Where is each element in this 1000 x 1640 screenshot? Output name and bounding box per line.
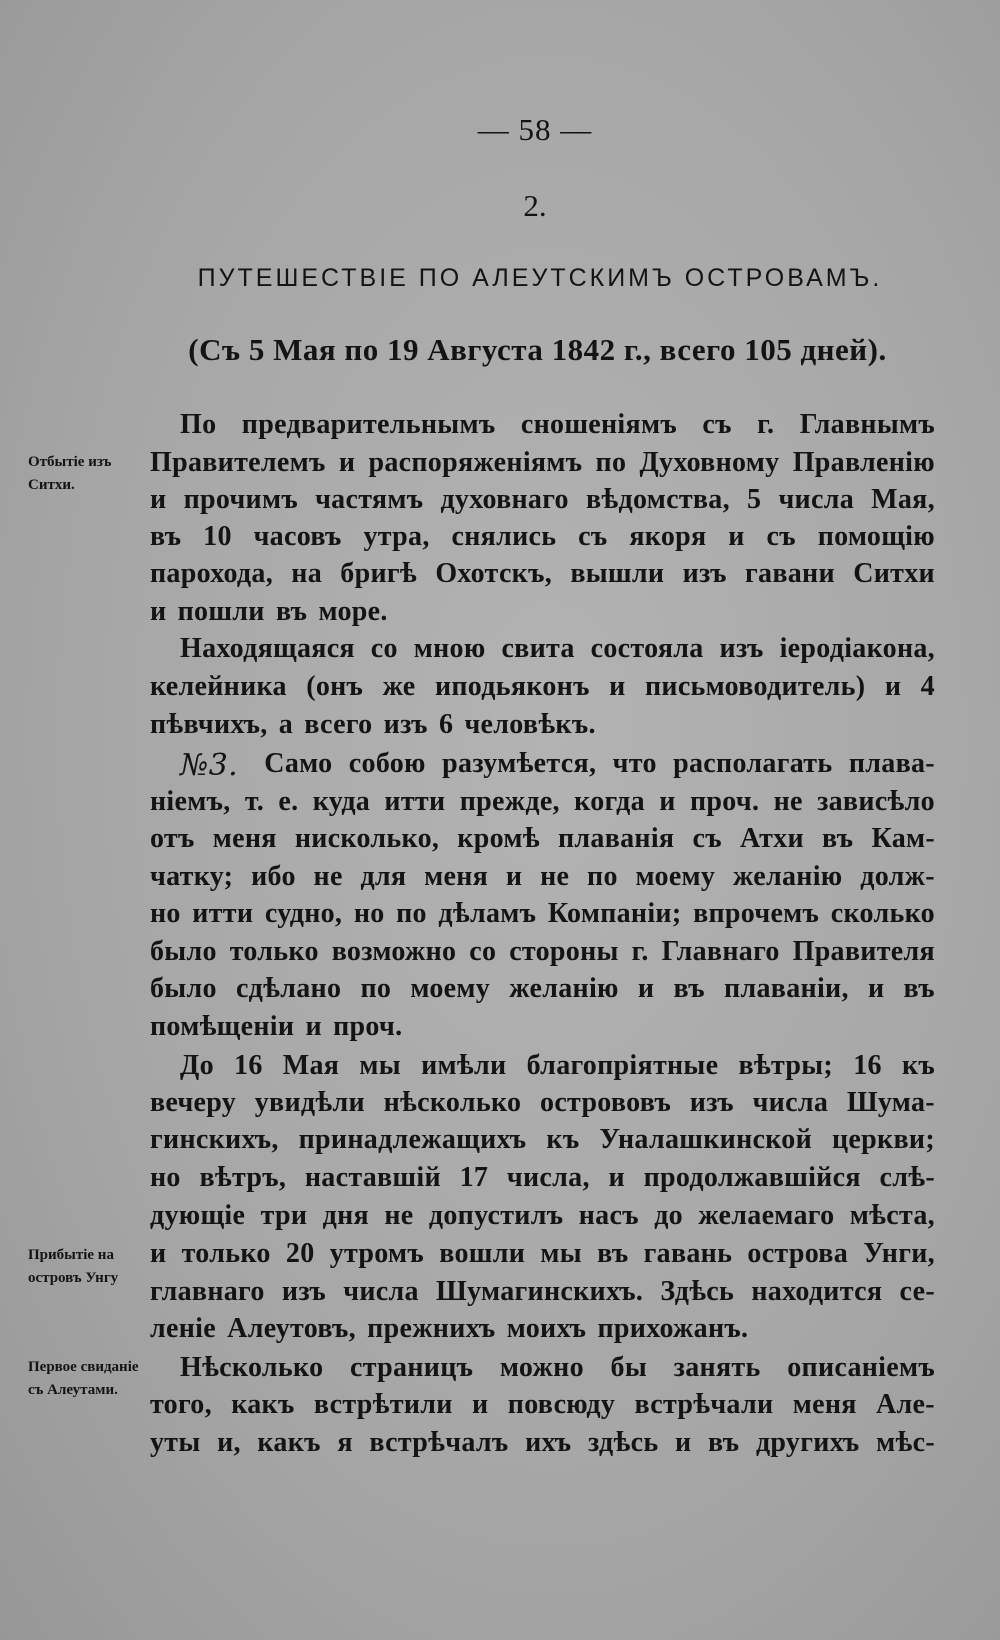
word: Охотскъ, [435, 558, 553, 589]
word: и [884, 671, 902, 702]
word: леніе [150, 1313, 216, 1344]
word: и [472, 1389, 489, 1420]
word: только [181, 1238, 271, 1269]
word: и [675, 1427, 692, 1458]
word: 4 [920, 671, 935, 702]
word: г. [631, 936, 649, 967]
word: не [540, 861, 570, 892]
word: долж- [860, 861, 935, 892]
word: плаваніи, [724, 973, 849, 1004]
text-line [150, 1162, 935, 1194]
word: человѣкъ. [464, 709, 596, 740]
word: Кам- [871, 823, 935, 854]
page-number: — 58 — [477, 112, 593, 147]
word: нисколько, [294, 823, 440, 854]
text-line [150, 861, 935, 893]
word: и [150, 596, 167, 627]
word: 6 [438, 709, 454, 740]
margin-note-first-meeting: Первое свиданіе съ Алеутами. [28, 1359, 139, 1398]
word: когда [574, 786, 645, 817]
word: Главнаго [661, 936, 780, 967]
word: церкви; [832, 1124, 935, 1155]
word: г. [757, 409, 775, 440]
word: снялись [451, 521, 557, 552]
word: прежнихъ [367, 1313, 496, 1344]
word: желаемаго [698, 1200, 835, 1231]
word: для [360, 861, 407, 892]
word: сдѣлано [235, 973, 342, 1004]
text-line [180, 1352, 935, 1384]
word: Главнымъ [799, 409, 935, 440]
text-line [150, 484, 935, 516]
word: Компаніи; [547, 898, 682, 929]
word: сколько [830, 898, 935, 929]
word: желанію [733, 861, 843, 892]
word: моему [635, 861, 716, 892]
word: Шумагинскихъ. [436, 1276, 644, 1307]
word: было [150, 973, 217, 1004]
word: куда [312, 786, 371, 817]
word: со [370, 633, 398, 664]
word: можно [499, 1352, 584, 1383]
word: моихъ [506, 1313, 587, 1344]
word: допустилъ [428, 1200, 564, 1231]
word: числа [778, 484, 855, 515]
word: и [659, 786, 676, 817]
word: въ [822, 823, 854, 854]
word: состояла [590, 633, 704, 664]
text-line [150, 936, 935, 968]
text-line [180, 409, 935, 441]
text-line [150, 709, 935, 741]
word: вечеру [150, 1087, 237, 1118]
word: было [150, 936, 217, 967]
word: проч. [333, 1011, 403, 1042]
word: Духовному [639, 447, 780, 478]
text-line [150, 1389, 935, 1421]
word: итти [384, 786, 446, 817]
text-line [150, 1011, 935, 1043]
word: До [180, 1050, 214, 1081]
text-line [150, 1427, 935, 1459]
section-number: 2. [523, 188, 547, 223]
word: зависѣло [817, 786, 935, 817]
word: частямъ [315, 484, 424, 515]
word: числа [343, 1276, 419, 1307]
word: страницъ [350, 1352, 474, 1383]
word: Мая [282, 1050, 340, 1081]
word: Правителемъ [150, 447, 326, 478]
word: и [305, 1011, 322, 1042]
word: и [608, 1162, 625, 1193]
word: по [587, 861, 618, 892]
word: Алеутовъ, [227, 1313, 356, 1344]
word: имѣли [421, 1050, 507, 1081]
word: какъ [257, 1427, 321, 1458]
word: письмоводитель) [644, 671, 866, 702]
word: и, [217, 1427, 241, 1458]
word: собою [348, 748, 426, 779]
word: въ [150, 521, 182, 552]
word: 17 [459, 1162, 489, 1193]
word: всего [304, 709, 373, 740]
word: пошли [177, 596, 265, 627]
word: Шума- [846, 1087, 935, 1118]
word: изъ [719, 633, 764, 664]
text-line [150, 1124, 935, 1156]
word: Ситхи [853, 558, 935, 589]
word: дующіе [150, 1200, 246, 1231]
word: возможно [331, 936, 457, 967]
word: повсюду [507, 1389, 616, 1420]
text-line [150, 973, 935, 1005]
word: встрѣчалъ [369, 1427, 509, 1458]
word: вѣтръ, [199, 1162, 287, 1193]
word: По [180, 409, 217, 440]
word: предварительнымъ [241, 409, 496, 440]
word: е. [278, 786, 299, 817]
word: море. [318, 596, 388, 627]
text-line [150, 1276, 935, 1308]
word: уты [150, 1427, 201, 1458]
word: въ [275, 596, 308, 627]
word: ніемъ, [150, 786, 231, 817]
word: вѣдомства, [585, 484, 730, 515]
word: Здѣсь [660, 1276, 735, 1307]
word: и [637, 973, 655, 1004]
word: описаніемъ [787, 1352, 935, 1383]
word: что [612, 748, 657, 779]
text-line [150, 1238, 935, 1270]
word: со [469, 936, 497, 967]
word: се- [899, 1276, 935, 1307]
word: гинскихъ, [150, 1124, 279, 1155]
text-line [180, 748, 935, 783]
word: дѣламъ [438, 898, 537, 929]
word: и [609, 671, 626, 702]
word: въ [673, 973, 705, 1004]
word: но [353, 898, 385, 929]
word: не [773, 786, 803, 817]
text-line [180, 633, 935, 665]
word: Атхи [739, 823, 804, 854]
word: судно, [264, 898, 343, 929]
word: Правителя [792, 936, 935, 967]
word: главнаго [150, 1276, 265, 1307]
word: мѣс- [876, 1427, 935, 1458]
word: прихожанъ. [597, 1313, 749, 1344]
word: но [150, 898, 181, 929]
word: иподьяконъ [434, 671, 590, 702]
word: ихъ [525, 1427, 572, 1458]
word: изъ [689, 1087, 734, 1118]
word: а [278, 709, 294, 740]
word: съ [766, 521, 796, 552]
margin-note-arrival: Прибытіе на островъ Унгу [28, 1247, 119, 1286]
text-line [150, 786, 935, 818]
word: келейника [150, 671, 287, 702]
word: здѣсь [587, 1427, 659, 1458]
word: продолжавшійся [643, 1162, 861, 1193]
word: не [313, 861, 343, 892]
word: съ [578, 521, 608, 552]
word: 5 [747, 484, 762, 515]
word: другихъ [755, 1427, 860, 1458]
word: плаванія [557, 823, 675, 854]
text-line [150, 596, 935, 628]
word: по [595, 447, 627, 478]
word: меня [424, 861, 489, 892]
word: вошли [439, 1238, 526, 1269]
word: сношеніямъ [520, 409, 677, 440]
word: и [728, 521, 745, 552]
word: Само [264, 748, 333, 779]
word: меня [792, 1389, 857, 1420]
chapter-title: ПУТЕШЕСТВІЕ ПО АЛЕУТСКИМЪ ОСТРОВАМЪ. [197, 264, 883, 292]
word: принадлежащихъ [298, 1124, 527, 1155]
word: по [360, 973, 392, 1004]
word: Нѣсколько [180, 1352, 324, 1383]
handwritten-mark: №3. [180, 748, 238, 783]
text-line [150, 447, 935, 479]
word: духовнаго [440, 484, 569, 515]
word: какъ [231, 1389, 295, 1420]
text-line [150, 823, 935, 855]
word: утра, [363, 521, 430, 552]
word: гавани [745, 558, 835, 589]
word: три [260, 1200, 308, 1231]
word: парохода, [150, 558, 273, 589]
word: якоря [629, 521, 707, 552]
word: встрѣтили [313, 1389, 453, 1420]
word: нѣсколько [383, 1087, 522, 1118]
word: (онъ [306, 671, 364, 702]
word: не [384, 1200, 414, 1231]
word: пѣвчихъ, [150, 709, 268, 740]
word: Мая, [871, 484, 935, 515]
word: того, [150, 1389, 212, 1420]
word: часовъ [253, 521, 342, 552]
word: Унги, [863, 1238, 935, 1269]
word: и [505, 861, 523, 892]
word: стороны [509, 936, 619, 967]
word: меня [212, 823, 277, 854]
word: изъ [682, 558, 727, 589]
word: 20 [285, 1238, 315, 1269]
word: числа [752, 1087, 829, 1118]
word: но [150, 1162, 181, 1193]
word: до [654, 1200, 683, 1231]
word: въ [597, 1238, 629, 1269]
word: и [150, 1238, 167, 1269]
word: и [338, 447, 356, 478]
word: Находящаяся [180, 633, 355, 664]
word: съ [702, 409, 732, 440]
text-line [150, 558, 935, 590]
word: и [150, 484, 167, 515]
word: мѣста, [849, 1200, 935, 1231]
word: мы [359, 1050, 401, 1081]
word: въ [708, 1427, 740, 1458]
word: наставшій [304, 1162, 441, 1193]
word: и [867, 973, 885, 1004]
word: увидѣли [254, 1087, 365, 1118]
word: іеродіакона, [779, 633, 935, 664]
text-line [150, 1087, 935, 1119]
word: бы [610, 1352, 647, 1383]
word: только [229, 936, 319, 967]
word: 16 [234, 1050, 263, 1081]
word: плава- [848, 748, 935, 779]
word: я [337, 1427, 353, 1458]
word: утромъ [329, 1238, 425, 1269]
word: по [396, 898, 427, 929]
word: гавань [643, 1238, 733, 1269]
word: чатку; [150, 861, 234, 892]
word: мы [540, 1238, 582, 1269]
word: желанію [509, 973, 619, 1004]
word: бригѣ [340, 558, 418, 589]
word: прежде, [459, 786, 560, 817]
word: распоряженіямъ [368, 447, 583, 478]
text-line [150, 521, 935, 553]
word: т. [244, 786, 265, 817]
word: дня [322, 1200, 369, 1231]
word: съ [692, 823, 722, 854]
word: Правленію [792, 447, 935, 478]
word: вышли [570, 558, 665, 589]
word: итти [192, 898, 254, 929]
word: къ [546, 1124, 580, 1155]
word: проч. [689, 786, 760, 817]
word: 16 [853, 1050, 882, 1081]
word: въ [903, 973, 935, 1004]
word: 10 [203, 521, 232, 552]
text-line [150, 898, 935, 930]
word: слѣ- [879, 1162, 935, 1193]
word: встрѣчали [634, 1389, 774, 1420]
word: моему [410, 973, 491, 1004]
word: свита [501, 633, 575, 664]
word: ибо [251, 861, 296, 892]
word: мною [413, 633, 486, 664]
word: находится [751, 1276, 883, 1307]
word: изъ [281, 1276, 327, 1307]
word: прочимъ [183, 484, 298, 515]
word: къ [901, 1050, 935, 1081]
word: помѣщеніи [150, 1011, 295, 1042]
word: Уналашкинской [599, 1124, 813, 1155]
word: острова [747, 1238, 849, 1269]
text-line [150, 671, 935, 703]
date-range: (Съ 5 Мая по 19 Августа 1842 г., всего 105 дней). [188, 332, 887, 367]
word: же [382, 671, 416, 702]
word: разумѣется, [442, 748, 597, 779]
word: располагать [673, 748, 833, 779]
word: кромѣ [457, 823, 540, 854]
text-line [150, 1200, 935, 1232]
word: отъ [150, 823, 195, 854]
margin-note-departure: Отбытіе изъ Ситхи. [28, 454, 112, 493]
word: насъ [578, 1200, 639, 1231]
word: числа, [506, 1162, 590, 1193]
word: изъ [383, 709, 428, 740]
word: благопріятные [526, 1050, 719, 1081]
word: занять [673, 1352, 761, 1383]
word: вѣтры; [738, 1050, 834, 1081]
word: Але- [876, 1389, 935, 1420]
word: помощію [817, 521, 935, 552]
text-line [180, 1050, 935, 1082]
word: впрочемъ [693, 898, 820, 929]
word: на [291, 558, 323, 589]
word: острововъ [540, 1087, 672, 1118]
text-line [150, 1313, 935, 1345]
